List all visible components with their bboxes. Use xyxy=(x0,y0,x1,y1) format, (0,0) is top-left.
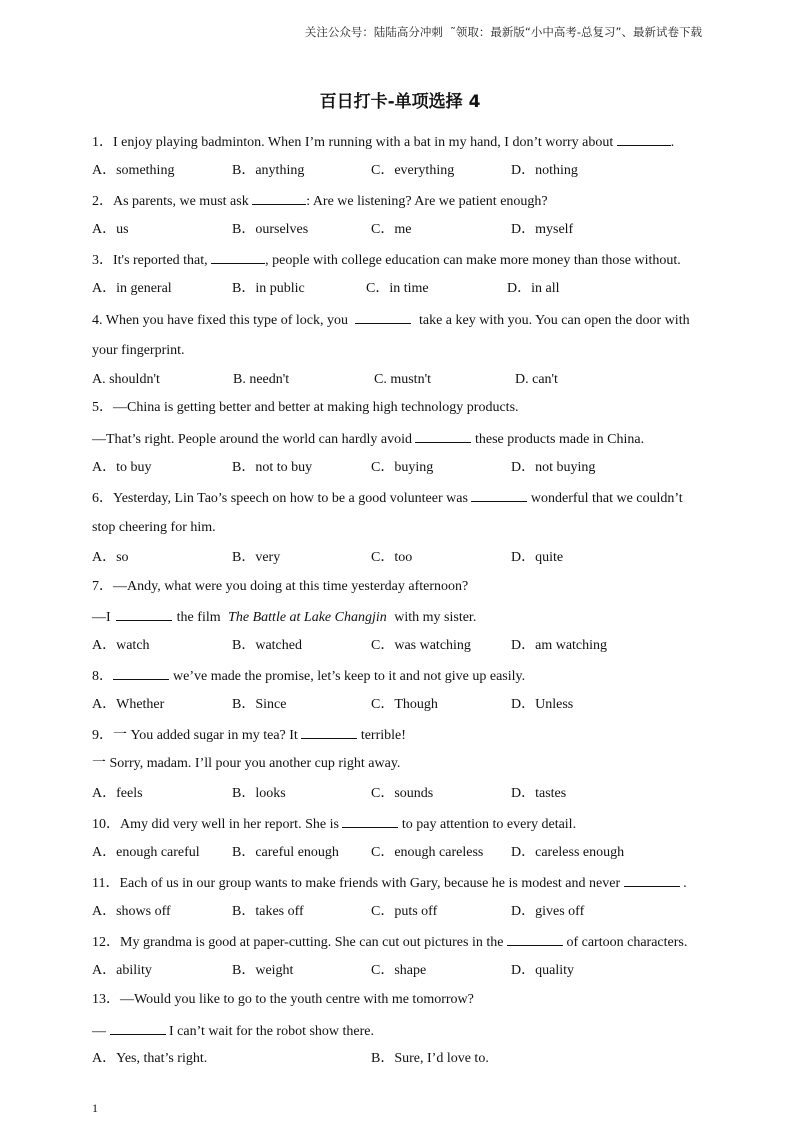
answer-blank xyxy=(301,725,357,739)
question-13-reply xyxy=(92,1021,374,1041)
option-a: A．Yes, that’s right. xyxy=(92,1051,208,1066)
question-text: —Andy, what were you doing at this time yesterday afternoon? xyxy=(113,579,469,594)
answer-blank xyxy=(116,607,172,621)
question-number: 11． xyxy=(92,876,120,891)
question-text: the film xyxy=(176,610,221,625)
option-c: C．buying xyxy=(371,460,434,475)
question-13 xyxy=(92,991,474,1009)
option-b: B．weight xyxy=(232,963,294,978)
answer-blank xyxy=(507,932,563,946)
option-a: A．shows off xyxy=(92,904,171,919)
header-promo-note: 关注公众号：陆陆高分冲刺 ˜领取：最新版“小中高考-总复习”、最新试卷下载 xyxy=(304,25,702,39)
question-number: 4. xyxy=(92,313,103,328)
option-c: C．in time xyxy=(366,281,429,296)
option-a: A．us xyxy=(92,222,129,237)
question-text-end: of cartoon characters. xyxy=(566,935,688,950)
question-12 xyxy=(92,932,687,952)
question-text: —Would you like to go to the youth centre with me tomorrow? xyxy=(120,992,474,1007)
option-d: D．careless enough xyxy=(511,845,625,860)
answer-blank xyxy=(211,250,265,264)
option-c: C．sounds xyxy=(371,786,434,801)
question-number: 7． xyxy=(92,579,113,594)
option-c: C．shape xyxy=(371,963,427,978)
option-c: C．Though xyxy=(371,697,438,712)
question-text: Yesterday, Lin Tao’s speech on how to be a good volunteer was xyxy=(113,491,468,506)
question-4-continued: your fingerprint. xyxy=(92,343,185,358)
question-text-end: take a key with you. You can open the door with xyxy=(418,313,690,328)
question-text: As parents, we must ask xyxy=(113,194,249,209)
question-text-end: terrible! xyxy=(360,728,406,743)
answer-blank xyxy=(415,429,471,443)
option-d: D．myself xyxy=(511,222,574,237)
option-b: B．looks xyxy=(232,786,286,801)
question-text-end: : Are we listening? Are we patient enough? xyxy=(306,194,548,209)
question-7 xyxy=(92,578,468,596)
question-number: 12． xyxy=(92,935,120,950)
option-d: D．nothing xyxy=(511,163,578,178)
option-c: C．puts off xyxy=(371,904,438,919)
option-d: D. can't xyxy=(515,372,558,387)
option-b: B．not to buy xyxy=(232,460,313,475)
answer-blank xyxy=(617,132,671,146)
question-text: —I xyxy=(92,610,111,625)
option-d: D．tastes xyxy=(511,786,567,801)
question-number: 10． xyxy=(92,817,120,832)
question-3 xyxy=(92,250,681,270)
question-text-end: . xyxy=(670,135,675,150)
question-number: 9． xyxy=(92,728,113,743)
answer-blank xyxy=(252,191,306,205)
option-c: C．everything xyxy=(371,163,455,178)
question-number: 8． xyxy=(92,669,113,684)
option-b: B．anything xyxy=(232,163,305,178)
option-b: B．Sure, I’d love to. xyxy=(371,1051,489,1066)
answer-blank xyxy=(471,488,527,502)
option-b: B．Since xyxy=(232,697,287,712)
answer-blank xyxy=(113,666,169,680)
option-c: C. mustn't xyxy=(374,372,431,387)
option-b: B．watched xyxy=(232,638,302,653)
question-text-end: to pay attention to every detail. xyxy=(401,817,577,832)
question-1 xyxy=(92,132,674,152)
question-text-end: wonderful that we couldn’t xyxy=(530,491,683,506)
question-text: 一 You added sugar in my tea? It xyxy=(113,728,298,743)
option-c: C．me xyxy=(371,222,412,237)
question-text-end: I can’t wait for the robot show there. xyxy=(169,1024,375,1039)
option-a: A．enough careful xyxy=(92,845,200,860)
option-b: B．in public xyxy=(232,281,305,296)
question-text-end: with my sister. xyxy=(394,610,477,625)
question-text: we’ve made the promise, let’s keep to it and not give up easily. xyxy=(173,669,526,684)
option-a: A. shouldn't xyxy=(92,372,160,387)
question-text: —China is getting better and better at making high technology products. xyxy=(113,400,519,415)
question-5-reply xyxy=(92,429,644,449)
option-d: D．Unless xyxy=(511,697,574,712)
question-text: Each of us in our group wants to make friends with Gary, because he is modest and never xyxy=(119,876,621,891)
option-a: A．to buy xyxy=(92,460,152,475)
option-d: D．gives off xyxy=(511,904,585,919)
question-text: Amy did very well in her report. She is xyxy=(120,817,339,832)
page-title: 百日打卡-单项选择 4 xyxy=(319,92,481,112)
question-number: 13． xyxy=(92,992,120,1007)
option-a: A．feels xyxy=(92,786,143,801)
option-d: D．quite xyxy=(511,550,564,565)
option-c: C．was watching xyxy=(371,638,471,653)
question-text: When you have fixed this type of lock, you xyxy=(105,313,348,328)
option-b: B. needn't xyxy=(233,372,290,387)
question-text: It's reported that, xyxy=(113,253,208,268)
option-a: A．something xyxy=(92,163,175,178)
option-d: D．in all xyxy=(507,281,560,296)
option-b: B．careful enough xyxy=(232,845,339,860)
option-c: C．enough careless xyxy=(371,845,484,860)
option-a: A．in general xyxy=(92,281,172,296)
option-b: B．takes off xyxy=(232,904,304,919)
question-4 xyxy=(92,310,690,330)
question-6-continued: stop cheering for him. xyxy=(92,520,216,535)
option-a: A．Whether xyxy=(92,697,165,712)
question-10 xyxy=(92,814,576,834)
question-number: 6． xyxy=(92,491,113,506)
question-2 xyxy=(92,191,548,211)
question-text: I enjoy playing badminton. When I’m running with a bat in my hand, I don’t worry about xyxy=(113,135,614,150)
option-b: B．very xyxy=(232,550,281,565)
question-text: — xyxy=(92,1024,106,1039)
page-number: 1 xyxy=(92,1101,98,1115)
question-number: 3． xyxy=(92,253,113,268)
question-text: —That’s right. People around the world can hardly avoid xyxy=(92,432,412,447)
film-title: The Battle at Lake Changjin xyxy=(228,610,387,625)
option-d: D．quality xyxy=(511,963,574,978)
question-number: 5． xyxy=(92,400,113,415)
option-a: A．ability xyxy=(92,963,152,978)
answer-blank xyxy=(342,814,398,828)
question-text-end: these products made in China. xyxy=(474,432,645,447)
question-9-reply: 一 Sorry, madam. I’ll pour you another cup right away. xyxy=(92,756,401,771)
question-5 xyxy=(92,399,519,417)
option-b: B．ourselves xyxy=(232,222,309,237)
option-c: C．too xyxy=(371,550,413,565)
question-text-end: , people with college education can make more money than those without. xyxy=(265,253,681,268)
option-a: A．so xyxy=(92,550,129,565)
question-number: 1． xyxy=(92,135,113,150)
answer-blank xyxy=(624,873,680,887)
question-number: 2． xyxy=(92,194,113,209)
question-6 xyxy=(92,488,683,508)
question-9 xyxy=(92,725,406,745)
answer-blank xyxy=(355,310,411,324)
question-text-end: . xyxy=(683,876,687,891)
question-text: My grandma is good at paper-cutting. She can cut out pictures in the xyxy=(120,935,504,950)
question-8 xyxy=(92,666,525,686)
answer-blank xyxy=(110,1021,166,1035)
option-d: D．not buying xyxy=(511,460,596,475)
option-d: D．am watching xyxy=(511,638,608,653)
question-7-reply xyxy=(92,607,476,627)
question-11 xyxy=(92,873,687,893)
option-a: A．watch xyxy=(92,638,150,653)
